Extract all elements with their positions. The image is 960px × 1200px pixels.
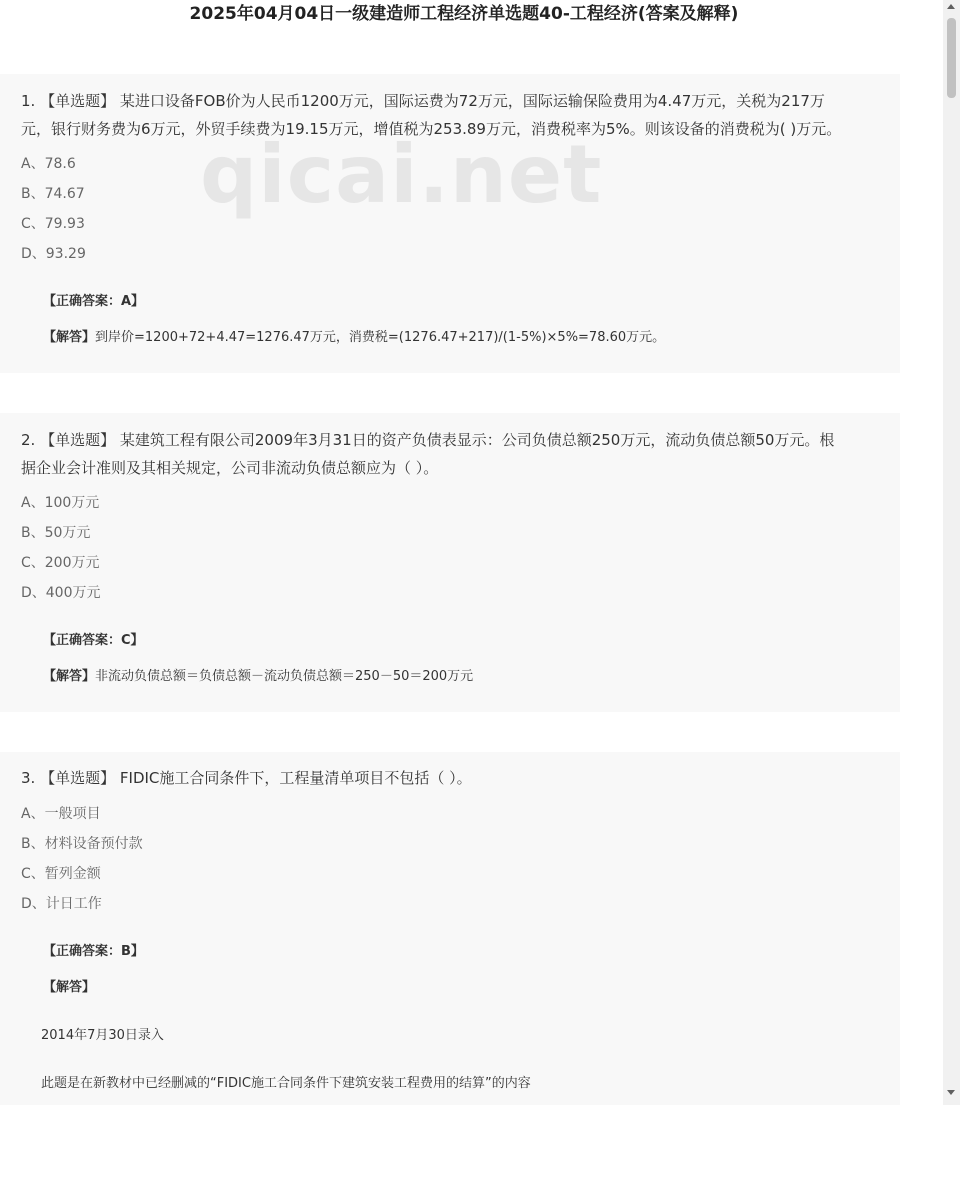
option-c[interactable]: C、79.93 — [21, 216, 85, 232]
question-number: 3. — [21, 769, 36, 787]
option-a[interactable]: A、78.6 — [21, 156, 76, 172]
vertical-scrollbar[interactable] — [943, 0, 960, 1105]
question-stem-line1: FIDIC施工合同条件下，工程量清单项目不包括（ ）。 — [119, 769, 472, 787]
option-c[interactable]: C、200万元 — [21, 555, 100, 571]
question-number: 1. — [21, 92, 36, 110]
removed-content-note: 此题是在新教材中已经删减的“FIDIC施工合同条件下建筑安装工程费用的结算”的内容 — [41, 1076, 531, 1091]
explanation — [43, 667, 883, 687]
question-number: 2. — [21, 431, 36, 449]
question-stem-line2: 据企业会计准则及其相关规定，公司非流动负债总额应为（ ）。 — [21, 459, 439, 477]
page-title: 2025年04月04日一级建造师工程经济单选题40-工程经济(答案及解释) — [189, 4, 739, 24]
correct-answer: 【正确答案：B】 — [43, 944, 144, 959]
explanation-label: 【解答】 — [43, 980, 96, 995]
scroll-up-arrow-icon[interactable] — [947, 4, 955, 9]
option-b[interactable]: B、材料设备预付款 — [21, 836, 143, 852]
question-card-3 — [0, 752, 900, 1105]
correct-answer: 【正确答案：C】 — [43, 633, 144, 648]
question-type: 【单选题】 — [40, 431, 116, 449]
option-a[interactable]: A、100万元 — [21, 495, 100, 511]
explanation-label: 【解答】 — [43, 669, 96, 684]
correct-answer: 【正确答案：A】 — [43, 294, 145, 309]
question-text — [21, 426, 881, 482]
option-d[interactable]: D、400万元 — [21, 585, 101, 601]
question-card-2 — [0, 413, 900, 712]
watermark-logo: qicai.net — [200, 128, 603, 221]
entry-date-note: 2014年7月30日录入 — [41, 1028, 164, 1043]
option-b[interactable]: B、50万元 — [21, 525, 91, 541]
question-card-1 — [0, 74, 900, 373]
explanation — [43, 328, 883, 348]
scrollbar-thumb[interactable] — [947, 18, 956, 98]
explanation-text: 非流动负债总额＝负债总额－流动负债总额＝250－50＝200万元 — [95, 669, 474, 684]
question-stem-line1: 某进口设备FOB价为人民币1200万元，国际运费为72万元，国际运输保险费用为4.47万元，关税为217万 — [119, 92, 825, 110]
option-b[interactable]: B、74.67 — [21, 186, 85, 202]
question-text — [21, 87, 881, 143]
question-stem-line1: 某建筑工程有限公司2009年3月31日的资产负债表显示：公司负债总额250万元，流动负债总额50万元。根 — [119, 431, 835, 449]
question-type: 【单选题】 — [40, 769, 116, 787]
option-d[interactable]: D、93.29 — [21, 246, 86, 262]
option-d[interactable]: D、计日工作 — [21, 896, 102, 912]
explanation-text: 到岸价=1200+72+4.47=1276.47万元，消费税=(1276.47+217)/(1-5%)×5%=78.60万元。 — [95, 330, 666, 345]
question-type: 【单选题】 — [40, 92, 116, 110]
explanation-label: 【解答】 — [43, 330, 96, 345]
question-text — [21, 764, 881, 792]
scroll-down-arrow-icon[interactable] — [947, 1090, 955, 1095]
option-c[interactable]: C、暂列金额 — [21, 866, 101, 882]
option-a[interactable]: A、一般项目 — [21, 806, 101, 822]
question-stem-line2: 元，银行财务费为6万元，外贸手续费为19.15万元，增值税为253.89万元，消费税率为5%。则该设备的消费税为( )万元。 — [21, 120, 842, 138]
